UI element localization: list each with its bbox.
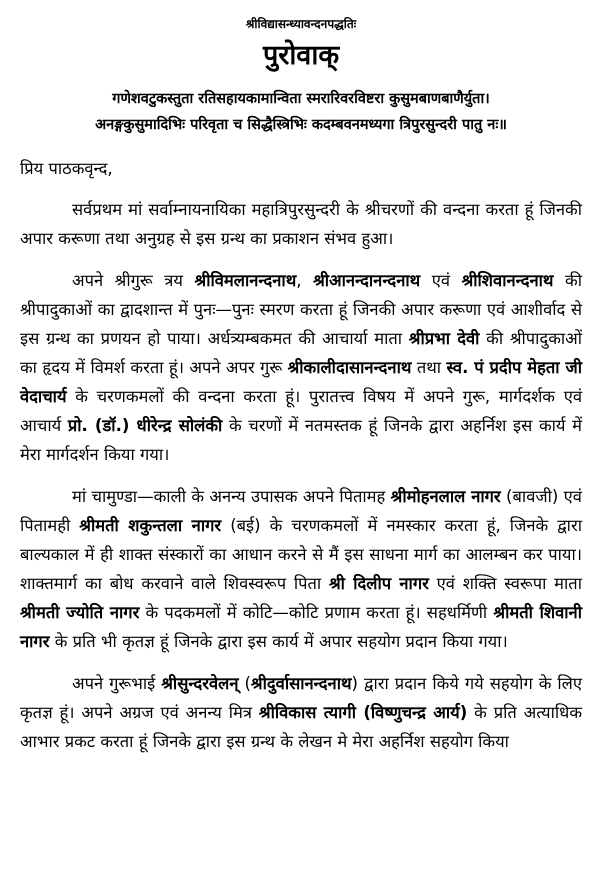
paragraph-text: तथा (411, 358, 447, 377)
paragraph-text: , (296, 271, 314, 290)
page-title: पुरोवाक् (262, 40, 340, 71)
paragraph-text: की श्रीपादुकाओं का हृदय में विमर्श करता हूं। अपने अपर गुरू (20, 329, 583, 377)
paragraph-text: अपने गुरूभाई (72, 674, 162, 693)
paragraph-text: ( (238, 674, 251, 693)
paragraph-text: ) द्वारा प्रदान किये गये सहयोग के लिए कृतज्ञ हूं। अपने अग्रज एवं अनन्य मित्र (20, 674, 582, 722)
bold-name-text: श्रीविकास त्यागी (विष्णुचन्द्र आर्य) (258, 703, 468, 722)
paragraph-text: एवं (420, 271, 462, 290)
bold-name-text: स्व. पं प्रदीप मेहता जी वेदाचार्य (20, 358, 582, 406)
bold-name-text: श्रीमती शकुन्तला नागर (79, 516, 222, 535)
bold-name-text: प्रो. (डॉ.) धीरेन्द्र सोलंकी (67, 416, 223, 435)
paragraph-text: की श्रीपादुकाओं का द्वादशान्त में पुनः—पुनः स्मरण करता हूं जिनकी अपार करूणा एवं आशीर्वाद से इस ग्रन्थ का प्रणयन हो पाया। अर्धत्र्यम्बकमत की आचार्या माता (20, 271, 582, 348)
paragraph-text: (बावजी) एवं पितामही (20, 487, 582, 535)
paragraph-text: के चरणों में नतमस्तक हूं जिनके द्वारा अहर्निश इस कार्य में मेरा मार्गदर्शन किया गया। (20, 416, 582, 464)
bold-name-text: श्रीदुर्वासानन्दनाथ (250, 674, 352, 693)
paragraph-2 (20, 266, 582, 469)
paragraph-4 (20, 669, 582, 756)
bold-name-text: श्रीविमलानन्दनाथ (194, 271, 297, 290)
paragraph-text: सर्वप्रथम मां सर्वाम्नायनायिका महात्रिपुरसुन्दरी के श्रीचरणों की वन्दना करता हूं जिनकी अपार करूणा तथा अनुग्रह से इस ग्रन्थ का प्रकाशन संभव हुआ। (20, 200, 582, 248)
invocation-verse (20, 86, 582, 138)
bold-name-text: श्रीसुन्दरवेलन् (161, 674, 239, 693)
bold-name-text: श्रीशिवानन्दनाथ (461, 271, 554, 290)
paragraph-text: एवं शक्ति स्वरूपा माता (428, 574, 582, 593)
bold-name-text: श्रीआनन्दानन्दनाथ (313, 271, 421, 290)
paragraph-text: मां चामुण्डा—काली के अनन्य उपासक अपने पितामह (72, 487, 391, 506)
bold-name-text: श्रीमती ज्योति नागर (20, 603, 140, 622)
paragraph-text: के पदकमलों में कोटि—कोटि प्रणाम करता हूं। सहधर्मिणी (139, 603, 494, 622)
paragraph-text: अपने श्रीगुरू त्रय (72, 271, 195, 290)
paragraph-text: (बई) के चरणकमलों में नमस्कार करता हूं, जिनके द्वारा बाल्यकाल में ही शाक्त संस्कारों का आधान करने से मैं इस साधना मार्ग का आलम्बन कर पाया। शाक्तमार्ग का बोध करवाने वाले शिवस्वरूप पिता (20, 516, 582, 593)
verse-line-1: गणेशवटुकस्तुता रतिसहायकामान्विता स्मरारिवरविष्टरा कुसुमबाणबाणैर्युता। (112, 91, 490, 107)
bold-name-text: श्रीकालीदासानन्दनाथ (287, 358, 412, 377)
verse-line-2: अनङ्गकुसुमादिभिः परिवृता च सिद्धैस्त्रिभिः कदम्बवनमध्यगा त्रिपुरसुन्दरी पातु नः॥ (95, 117, 507, 133)
bold-name-text: श्रीप्रभा देवी (408, 329, 480, 348)
bold-name-text: श्रीमती शिवानी नागर (20, 603, 582, 651)
paragraph-text: के प्रति भी कृतज्ञ हूं जिनके द्वारा इस कार्य में अपार सहयोग प्रदान किया गया। (49, 632, 508, 651)
bold-name-text: श्रीमोहनलाल नागर (390, 487, 501, 506)
paragraph-text: के प्रति अत्याधिक आभार प्रकट करता हूं जिनके द्वारा इस ग्रन्थ के लेखन मे मेरा अहर्निश सहयोग किया (20, 703, 582, 751)
bold-name-text: श्री दिलीप नागर (328, 574, 429, 593)
salutation: प्रिय पाठकवृन्द, (20, 159, 113, 178)
paragraph-text: के चरणकमलों की वन्दना करता हूं। पुरातत्त्व विषय में अपने गुरू, मार्गदर्शक एवं आचार्य (20, 387, 582, 435)
running-header: श्रीविद्यासन्ध्यावन्दनपद्धतिः (245, 17, 357, 31)
paragraph-1 (20, 195, 582, 253)
paragraph-3 (20, 482, 582, 656)
